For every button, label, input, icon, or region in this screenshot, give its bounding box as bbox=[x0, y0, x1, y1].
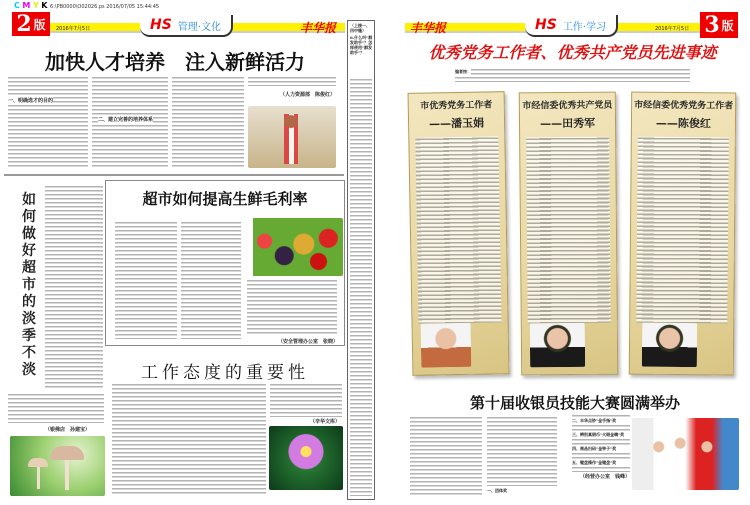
print-stamp bbox=[14, 1, 159, 12]
page-number-badge: 3 版 bbox=[700, 12, 738, 38]
article-text bbox=[247, 279, 337, 335]
article-title: 超市如何提高生鲜毛利率 bbox=[142, 190, 308, 208]
gutter-question: 6.什么叫"群发助手"？怎样使用"群发助手"？ bbox=[350, 35, 373, 55]
cmyk-c: C bbox=[14, 1, 20, 10]
byline: （安全管理办公室 张晓） bbox=[278, 339, 339, 345]
profile-photo bbox=[530, 323, 585, 367]
award-list bbox=[572, 414, 630, 480]
byline: （人力资源部 陈俊红） bbox=[280, 92, 336, 98]
article-text bbox=[115, 221, 177, 339]
logo-icon: HS bbox=[150, 17, 172, 33]
cmyk-m: M bbox=[22, 1, 31, 10]
intro-label: 编者按： bbox=[455, 69, 471, 74]
team-photo bbox=[248, 106, 336, 168]
article-text bbox=[248, 76, 336, 86]
masthead: 丰华报 bbox=[300, 21, 337, 35]
contest-photo bbox=[632, 418, 739, 490]
article-text bbox=[8, 393, 104, 423]
article-title: 加快人才培养 注入新鲜活力 bbox=[45, 50, 305, 74]
gutter-text bbox=[350, 78, 372, 496]
award-heading: 五、键盘操作"金键盘"奖 bbox=[572, 460, 617, 465]
profile-card bbox=[629, 92, 736, 376]
masthead: 丰华报 bbox=[410, 21, 447, 35]
card-name: ——田秀军 bbox=[539, 116, 596, 131]
article-text bbox=[487, 416, 557, 486]
article-text bbox=[112, 383, 190, 495]
logo-icon: HS bbox=[535, 17, 557, 33]
article-title: 工作态度的重要性 bbox=[141, 363, 309, 383]
vegetables-photo bbox=[245, 218, 343, 276]
article-text bbox=[172, 76, 244, 168]
article-text bbox=[270, 383, 342, 417]
award-heading: 二、丰华点钞"金手指"奖 bbox=[572, 418, 617, 423]
card-title: 市优秀党务工作者 bbox=[420, 100, 493, 112]
byline: （经营办公室 钱峰） bbox=[579, 474, 630, 480]
byline: （银佛店 孙建宝） bbox=[45, 427, 91, 433]
award-heading: 三、辨别真假币"火眼金睛"奖 bbox=[572, 432, 625, 437]
byline: （辛华文库） bbox=[310, 419, 341, 425]
award-heading: 一、团体奖 bbox=[487, 488, 507, 493]
award-heading: 四、商品扫码"金钟子"奖 bbox=[572, 446, 617, 451]
divider bbox=[4, 174, 344, 176]
subheading: 二、建立完善的培养体系 bbox=[98, 117, 154, 123]
section-label: 工作·学习 bbox=[562, 21, 606, 33]
subheading: 一、明确选才的目的 bbox=[8, 98, 54, 104]
feature-title: 优秀党务工作者、优秀共产党员先进事迹 bbox=[428, 43, 717, 62]
card-name: ——潘玉娟 bbox=[428, 116, 485, 131]
profile-card bbox=[408, 91, 510, 376]
article-text bbox=[190, 383, 266, 495]
card-title: 市经信委优秀党务工作者 bbox=[634, 100, 734, 112]
lotus-photo bbox=[269, 426, 343, 490]
article-title-vertical: 如何做好超市的淡季不淡 bbox=[22, 192, 36, 378]
profile-photo bbox=[421, 323, 472, 368]
card-title: 市经信委优秀共产党员 bbox=[522, 100, 613, 112]
article-text bbox=[8, 76, 88, 168]
section-tab bbox=[140, 15, 233, 37]
article-title: 第十届收银员技能大赛圆满举办 bbox=[469, 394, 680, 412]
section-label: 管理·文化 bbox=[177, 21, 221, 33]
issue-date: 2016年7月5日 bbox=[56, 26, 91, 32]
intro-text bbox=[455, 68, 690, 82]
article-text bbox=[181, 221, 241, 339]
article-text bbox=[410, 416, 482, 496]
mushroom-photo bbox=[10, 436, 105, 496]
section-tab bbox=[525, 15, 618, 37]
profile-card bbox=[519, 92, 618, 376]
article-text bbox=[45, 185, 103, 390]
gutter-header bbox=[350, 23, 373, 55]
card-name: ——陈俊红 bbox=[655, 116, 712, 131]
gutter-heading: （上接一、四中缝） bbox=[350, 23, 370, 33]
page-number-badge: 2 版 bbox=[12, 12, 50, 36]
profile-photo bbox=[642, 323, 697, 367]
cmyk-k: K bbox=[41, 1, 48, 10]
issue-date: 2016年7月5日 bbox=[655, 26, 690, 32]
cmyk-y: Y bbox=[32, 1, 39, 10]
file-stamp: 6:\PB0000\O02026.ps 2016/07/05 15:44:45 bbox=[50, 4, 160, 10]
